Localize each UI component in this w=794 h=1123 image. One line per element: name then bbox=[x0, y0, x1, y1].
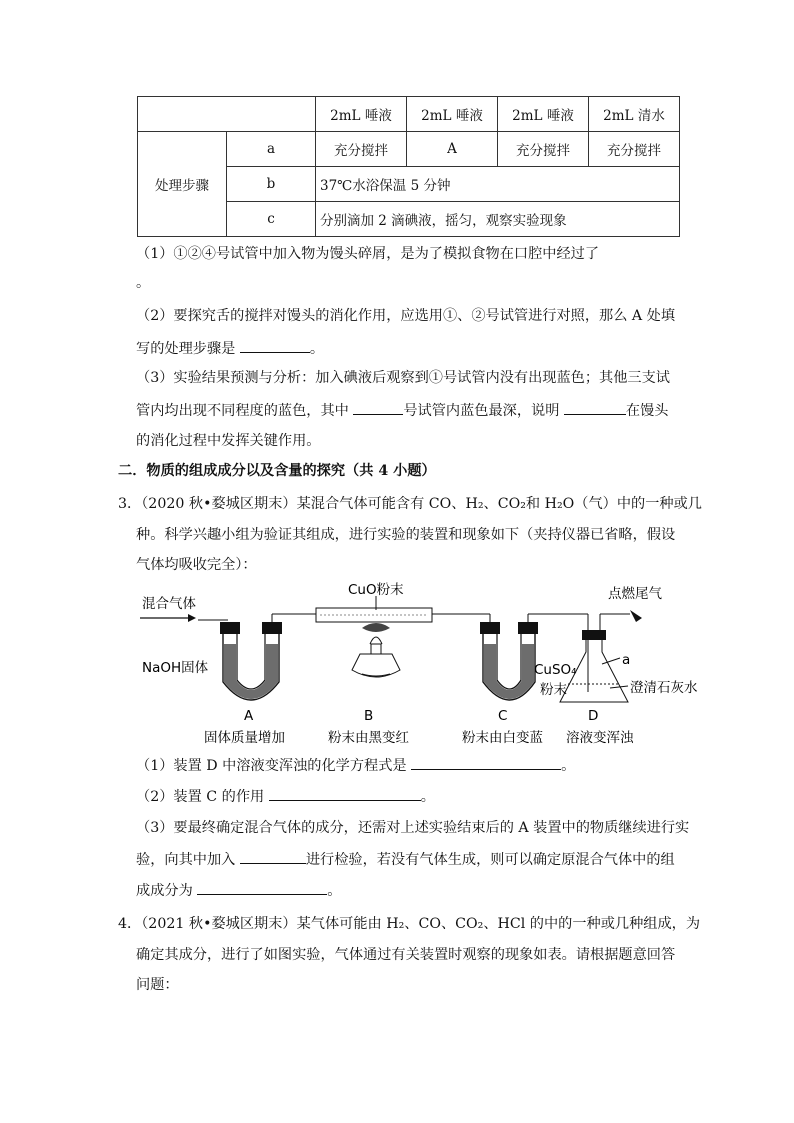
q3-part1 bbox=[136, 755, 681, 776]
text: 写的处理步骤是 bbox=[136, 341, 240, 357]
apparatus-letter: D bbox=[588, 708, 599, 724]
text: 。 bbox=[309, 341, 325, 357]
q3-stem-line1: 3．（2020 秋•婺城区期末）某混合气体可能含有 CO、H₂、CO₂和 H₂O（气）中的一种或几 bbox=[118, 496, 702, 512]
answer-blank[interactable] bbox=[564, 400, 626, 415]
q4-stem-line2: 确定其成分，进行了如图实验，气体通过有关装置时观察的现象如表。请根据题意回答 bbox=[136, 947, 676, 963]
observation-label: 固体质量增加 bbox=[204, 730, 285, 746]
q2-part1-line2: 。 bbox=[136, 275, 151, 291]
arrow-head bbox=[188, 614, 196, 622]
q3-part3-line1: （3）要最终确定混合气体的成分，还需对上述实验结束后的 A 装置中的物质继续进行实 bbox=[136, 820, 690, 836]
table-header-cell: 2mL 唾液 bbox=[498, 97, 589, 132]
table-cell: A bbox=[407, 132, 498, 167]
step-label: c bbox=[227, 202, 316, 237]
table-header-cell: 2mL 清水 bbox=[589, 97, 680, 132]
observation-label: 溶液变浑浊 bbox=[566, 730, 634, 746]
row-label: 处理步骤 bbox=[138, 132, 227, 237]
answer-blank[interactable] bbox=[353, 400, 403, 415]
text: 成成分为 bbox=[136, 883, 198, 899]
answer-blank[interactable] bbox=[411, 755, 561, 770]
apparatus-letter: B bbox=[364, 708, 374, 724]
naoh-label: NaOH固体 bbox=[142, 660, 209, 676]
apparatus-diagram bbox=[130, 580, 710, 750]
step-label: a bbox=[227, 132, 316, 167]
q3-part3-line3 bbox=[136, 880, 681, 901]
table-header-cell: 2mL 唾液 bbox=[316, 97, 407, 132]
text: 。 bbox=[327, 883, 342, 899]
answer-blank[interactable] bbox=[240, 338, 310, 353]
apparatus-letter: C bbox=[498, 708, 508, 724]
q4-stem-line3: 问题： bbox=[136, 977, 179, 993]
table-cell: 分别滴加 2 滴碘液，摇匀，观察实验现象 bbox=[316, 202, 680, 237]
text: 号试管内蓝色最深，说明 bbox=[403, 403, 564, 419]
q4-stem-line1: 4．（2021 秋•婺城区期末）某气体可能由 H₂、CO、CO₂、HCl 的中的一种或几种组成，为 bbox=[118, 916, 701, 932]
apparatus-letter: A bbox=[244, 708, 254, 724]
table-header-row bbox=[138, 97, 680, 132]
flask-mark-label: a bbox=[622, 652, 631, 668]
text: 管内均出现不同程度的蓝色，其中 bbox=[136, 403, 354, 419]
cuo-label: CuO粉末 bbox=[348, 582, 404, 598]
q2-part3-line1: （3）实验结果预测与分析：加入碘液后观察到①号试管内没有出现蓝色；其他三支试 bbox=[136, 370, 670, 386]
text: （1）装置 D 中溶液变浑浊的化学方程式是 bbox=[136, 758, 412, 774]
q3-stem-line3: 气体均吸收完全）： bbox=[136, 557, 257, 573]
text: 。 bbox=[420, 789, 435, 805]
table-cell: 充分搅拌 bbox=[316, 132, 407, 167]
q3-part2 bbox=[136, 786, 681, 807]
apparatus-b bbox=[316, 596, 490, 677]
q2-part2-line1: （2）要探究舌的搅拌对馒头的消化作用，应选用①、②号试管进行对照，那么 A 处填 bbox=[136, 308, 676, 324]
text: 。 bbox=[561, 758, 576, 774]
q3-part3-line2 bbox=[136, 849, 681, 870]
text: 在馒头 bbox=[625, 403, 669, 419]
text: 验，向其中加入 bbox=[136, 852, 240, 868]
answer-blank[interactable] bbox=[197, 880, 327, 895]
answer-blank[interactable] bbox=[269, 786, 421, 801]
answer-blank[interactable] bbox=[240, 849, 306, 864]
table-cell: 37℃水浴保温 5 分钟 bbox=[316, 167, 680, 202]
cuso4-label-2: 粉末 bbox=[540, 682, 567, 698]
table-cell: 充分搅拌 bbox=[589, 132, 680, 167]
q2-part3-line2 bbox=[136, 400, 681, 421]
apparatus-c bbox=[480, 614, 588, 700]
q2-part2-line2 bbox=[136, 338, 681, 359]
section-title: 二．物质的组成成分以及含量的探究（共 4 小题） bbox=[118, 463, 436, 479]
inlet-label: 混合气体 bbox=[142, 596, 196, 612]
text: 进行检验，若没有气体生成，则可以确定原混合气体中的组 bbox=[305, 852, 675, 868]
q2-part1-line1: （1）①②④号试管中加入物为馒头碎屑，是为了模拟食物在口腔中经过了 bbox=[136, 246, 600, 262]
observation-label: 粉末由黑变红 bbox=[328, 730, 409, 746]
q2-part3-line3: 的消化过程中发挥关键作用。 bbox=[136, 433, 321, 449]
tail-gas-label: 点燃尾气 bbox=[608, 586, 662, 602]
text: （2）装置 C 的作用 bbox=[136, 789, 269, 805]
apparatus-a bbox=[198, 614, 316, 700]
q3-stem-line2: 种。科学兴趣小组为验证其组成，进行实验的装置和现象如下（夹持仪器已省略，假设 bbox=[136, 527, 676, 543]
step-label: b bbox=[227, 167, 316, 202]
experiment-table bbox=[137, 96, 680, 237]
table-header-cell: 2mL 唾液 bbox=[407, 97, 498, 132]
limewater-label: 澄清石灰水 bbox=[630, 680, 698, 696]
table-cell: 充分搅拌 bbox=[498, 132, 589, 167]
observation-label: 粉末由白变蓝 bbox=[462, 730, 543, 746]
table-row bbox=[138, 132, 680, 167]
cuso4-label: CuSO₄ bbox=[534, 662, 577, 678]
table-header-cell bbox=[138, 97, 316, 132]
